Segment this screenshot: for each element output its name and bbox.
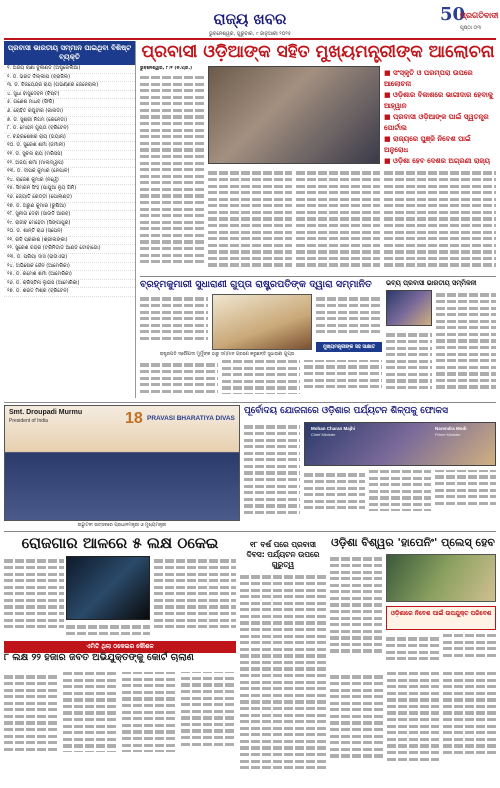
header-rule <box>4 38 496 40</box>
president-photo-caption: ରାଷ୍ଟ୍ରପତି ଦ୍ରୌପଦୀ ମୁର୍ମୁଙ୍କ ଠାରୁ ସମ୍ମାନ ଗ୍ରହଣ କରୁଛନ୍ତି ସୁଧାରାଣୀ ଗୁପ୍ତା <box>159 352 295 357</box>
page-header <box>0 0 500 38</box>
president-story-text-2 <box>316 294 382 338</box>
award-list-item: ୭. ଡ. ସୁଶ୍ରୀ ନିଗମ (କେନେଡା) <box>4 117 135 126</box>
jobs-story-text-2 <box>66 622 150 640</box>
anniversary-number: 50 <box>440 4 466 25</box>
award-list-item: ୫. ଗଣେଶ ମାଧବ (ଫିଜି) <box>4 99 135 108</box>
event-banner-photo[interactable] <box>4 405 240 521</box>
section-title: ରାଜ୍ୟ ଖବର <box>213 10 287 28</box>
award-list-item: ୧୬. ଜ୍ୟୋତି ରେଡ୍ଡୀ (ପୋଲାଣ୍ଡ) <box>4 194 135 203</box>
hub-story-text-2 <box>386 634 496 668</box>
award-list-item: ୪. ସୁଧା ବାସୁଦେବନ (ବିଷ୍ଟ) <box>4 91 135 100</box>
mid-story-text <box>240 572 326 784</box>
award-list-item: ୧୦. ଡ. ସୁରେଶ ଶର୍ମା (ଜର୍ମାନୀ) <box>4 142 135 151</box>
lead-column-3 <box>296 168 380 272</box>
court-story-headline[interactable]: ୮ ଲକ୍ଷ ୨୨ ହଜାର ଜବତ ଅଭିଯୁକ୍ତଙ୍କୁ କୋର୍ଟ ଚାଲାଣ <box>4 652 194 663</box>
divider <box>4 402 496 403</box>
lead-column-1 <box>140 66 204 271</box>
hub-story-photo[interactable] <box>386 554 496 602</box>
hub-story-text-1 <box>330 554 382 666</box>
president-story-blue-bar: ମୁଖ୍ୟମନ୍ତ୍ରୀଙ୍କ ସହ ସାକ୍ଷାତ <box>316 342 382 352</box>
award-list-item: ୧୫. ସିମରନ ସିଂହ (ପାପୁଆ ନ୍ୟୁ ଗିନି) <box>4 185 135 194</box>
award-list-item: ୧୪. ରାଜେଶ କୁମାର (ନର୍ୱେ) <box>4 177 135 186</box>
award-list-item: ୧୧. ଡ. ସୁଚନା ରାୟ (ମରିସସ) <box>4 151 135 160</box>
divider <box>4 531 496 532</box>
award-list <box>4 65 135 297</box>
banner-speaker-name: Smt. Droupadi Murmu <box>9 409 83 416</box>
banner-event-number: 18 <box>125 410 143 427</box>
award-list-item: ୧୩. ଡ. ଦୀପକ କୁମାର (ନେପାଳ) <box>4 168 135 177</box>
side-story-text-1 <box>436 290 496 398</box>
lead-bullet: ■ ସଂସ୍କୃତି ଓ ପରମ୍ପରା ଉପରେ ଆଲୋଚନା <box>384 69 473 88</box>
award-list-item: ୨୧. ରବି ପ୍ରକାଶ (ଶ୍ରୀଲଙ୍କା) <box>4 237 135 246</box>
tourism-stage-photo[interactable] <box>304 422 496 466</box>
hub-story-headline[interactable]: ଓଡ଼ିଶା ବିଶ୍ୱର 'ହାପେନିଂ' ପ୍ଲେସ୍ ହେବ <box>331 536 495 549</box>
tourism-story-text-1 <box>244 422 300 522</box>
award-list-item: ୧୯. ରାଜୀବ ମେହେଟା (ସିଙ୍ଗାପୁର) <box>4 220 135 229</box>
jobs-story-text-3 <box>154 556 236 640</box>
award-list-item: ୨୫. ଡ. ରମେଶ ଶର୍ମା (ଆମେରିକା) <box>4 271 135 280</box>
award-list-box <box>4 41 136 398</box>
banner-speaker-title: President of India <box>9 418 48 424</box>
page-number: ପୃଷ୍ଠା ୦୩ <box>460 25 482 31</box>
hub-story-callout: ଓଡ଼ିଶାରେ ନିବେଶ ପାଇଁ ଉପଯୁକ୍ତ ପରିବେଶ <box>386 606 496 630</box>
award-list-item: ୧. ଅଜୟ ରାଣା ବୁଲାଣ୍ଡ (ଅଷ୍ଟ୍ରେଲିଆ) <box>4 65 135 74</box>
lead-bullet: ■ ଓଡ଼ିଶା ହେବ ଦେଶର ଅଗ୍ରଣୀ ରାଜ୍ୟ <box>384 157 491 165</box>
cm-title-plate: Chief Minister <box>311 432 336 437</box>
lead-column-2 <box>208 168 292 272</box>
award-list-item: ୮. ଡ. ମୋହନ ଗୁପ୍ତା (ବ୍ରିଟେନ) <box>4 125 135 134</box>
cm-name-plate: Mohan Charan Majhi <box>311 426 356 431</box>
president-story-text-1 <box>140 294 208 348</box>
dateline: ଭୁବନେଶ୍ୱର, ଗୁରୁବାର, ୯ ଜାନୁଆରୀ ୨୦୨୫ <box>208 31 292 37</box>
award-list-heading: ପ୍ରବାସୀ ଭାରତୀୟ ସମ୍ମାନ ପାଇଥିବା ବିଶିଷ୍ଟ ବ୍ୟକ୍ତି <box>4 41 135 65</box>
court-story-text <box>4 672 236 784</box>
lead-bullet: ■ ପ୍ରବାସୀ ଓଡ଼ିଆଙ୍କ ପାଇଁ ସ୍ୱତନ୍ତ୍ର ପୋର୍ଟାଲ <box>384 113 489 132</box>
award-list-item: ୨୬. ଡ. କ୍ରିସ୍ଟିନା ଲୁଇସ (ଆମେରିକା) <box>4 280 135 289</box>
lead-photo[interactable] <box>208 66 380 164</box>
lead-bullet: ■ ରାଜ୍ୟରେ ପୁଞ୍ଜି ନିବେଶ ପାଇଁ ଅନୁରୋଧ <box>384 135 471 154</box>
award-list-item: ୬. ରୋହିତ ରଘୁବୀର (କାନାଡା) <box>4 108 135 117</box>
award-list-item: ୨. ଡ. ଭରତ ଦିଲ୍ଲୀପ (ବ୍ରାଜିଲ) <box>4 74 135 83</box>
side-story-photo[interactable] <box>386 290 432 326</box>
jobs-fraud-photo[interactable] <box>66 556 150 620</box>
award-list-item: ୨୨. ସୁରେଶ ଚନ୍ଦ୍ର (ଟ୍ରିନିଡାଡ ଆଣ୍ଡ ଟୋବାଗୋ) <box>4 245 135 254</box>
award-list-item: ୧୭. ଡ. ଅରୁଣ କୁମାର (ରୁଷିଆ) <box>4 203 135 212</box>
divider <box>140 276 496 277</box>
lead-column-4 <box>384 168 496 272</box>
mid-story-headline[interactable]: ୧୮ ବର୍ଷ ପରେ ପ୍ରବାସୀ ଦିବସ: ପର୍ଯ୍ୟଟନ ଉପରେ ଗୁରୁତ୍ୱ <box>246 540 320 569</box>
award-list-item: ୧୮. ସୁନୀତା ଦେବୀ (ସାଉଦି ଆରବ) <box>4 211 135 220</box>
jobs-fraud-headline[interactable]: ରୋଜଗାର ଆଳରେ ୫ ଲକ୍ଷ ଠକେଇ <box>21 534 219 552</box>
side-story-headline[interactable]: ଭବ୍ୟ ପ୍ରବାସୀ ଭାରତୀୟ ସମ୍ମିଳନୀ <box>386 279 477 287</box>
president-story-headline[interactable]: ବ୍ରହ୍ମକୁମାରୀ ସୁଧାରାଣୀ ଗୁପ୍ତା ରାଷ୍ଟ୍ରପତିଙ୍କ ଦ୍ୱାରା ସମ୍ମାନିତ <box>140 279 372 290</box>
jobs-story-text-1 <box>4 556 64 640</box>
pm-title-plate: Prime Minister <box>435 432 461 437</box>
tourism-story-headline[interactable]: ପୂର୍ବୋଦୟ ଯୋଜନାରେ ଓଡ଼ିଶାର ପର୍ଯ୍ୟଟନ ଶିଳ୍ପକୁ ଫୋକସ <box>244 406 448 416</box>
newspaper-logo[interactable] <box>440 4 499 34</box>
award-list-item: ୩. ଡ. ବିଜୟେନ୍ଦ୍ର ରାୟ (ଗଭର୍ଣ୍ଣର ଜେନେରାଲ) <box>4 82 135 91</box>
masthead-name: ପ୍ରଗତିବାଦୀ <box>460 11 499 20</box>
lead-dateline: ଭୁବନେଶ୍ୱର, ୮।୧ (ନି.ପ୍ର.) <box>140 66 193 71</box>
award-list-item: ୯. ଚନ୍ଦ୍ରଶେଖର ରାୟ (ଗୟାନା) <box>4 134 135 143</box>
banner-caption: ଉଦ୍ଘାଟନୀ ଉତ୍ସବରେ ପ୍ରଧାନମନ୍ତ୍ରୀ ଓ ମୁଖ୍ୟମନ୍ତ୍ରୀ <box>77 523 167 528</box>
award-list-item: ୨୩. ଡ. ପ୍ରିୟା ଦାସ (ଇଉଏଇ) <box>4 254 135 263</box>
banner-event-name: PRAVASI BHARATIYA DIVAS <box>147 415 235 422</box>
president-story-text-3 <box>140 360 382 398</box>
side-story-text-2 <box>386 330 432 398</box>
lead-bullets <box>384 68 496 166</box>
tourism-story-text-2 <box>304 470 496 522</box>
lead-headline[interactable]: ପ୍ରବାସୀ ଓଡ଼ିଆଙ୍କ ସହିତ ମୁଖ୍ୟମନ୍ତ୍ରୀଙ୍କ ଆଲୋଚନା <box>141 42 495 62</box>
award-list-item: ୧୨. ଅଜୟ ଶର୍ମା (ମାଲଦ୍ୱୀପ) <box>4 160 135 169</box>
hub-story-text-3 <box>330 672 496 784</box>
award-list-item: ୨୭. ଡ. ଶରତ ମିଶ୍ର (ବ୍ରିଟେନ) <box>4 288 135 297</box>
president-award-photo[interactable] <box>212 294 312 350</box>
pm-name-plate: Narendra Modi <box>435 426 467 431</box>
award-list-item: ୨୦. ଡ. ଶାନ୍ତି ରାଓ (ସ୍ପେନ) <box>4 228 135 237</box>
jobs-red-bar: ଏମିତି ଥିଲା ଠକେଇର କୌଶଳ <box>4 641 236 653</box>
award-list-item: ୨୪. ଅଭିଷେକ ଜୈନ (ଆମେରିକା) <box>4 263 135 272</box>
lead-bullet: ■ ଓଡ଼ିଶାର ବିକାଶରେ ଭାଗୀଦାର ହେବାକୁ ଆହ୍ୱାନ <box>384 91 493 110</box>
